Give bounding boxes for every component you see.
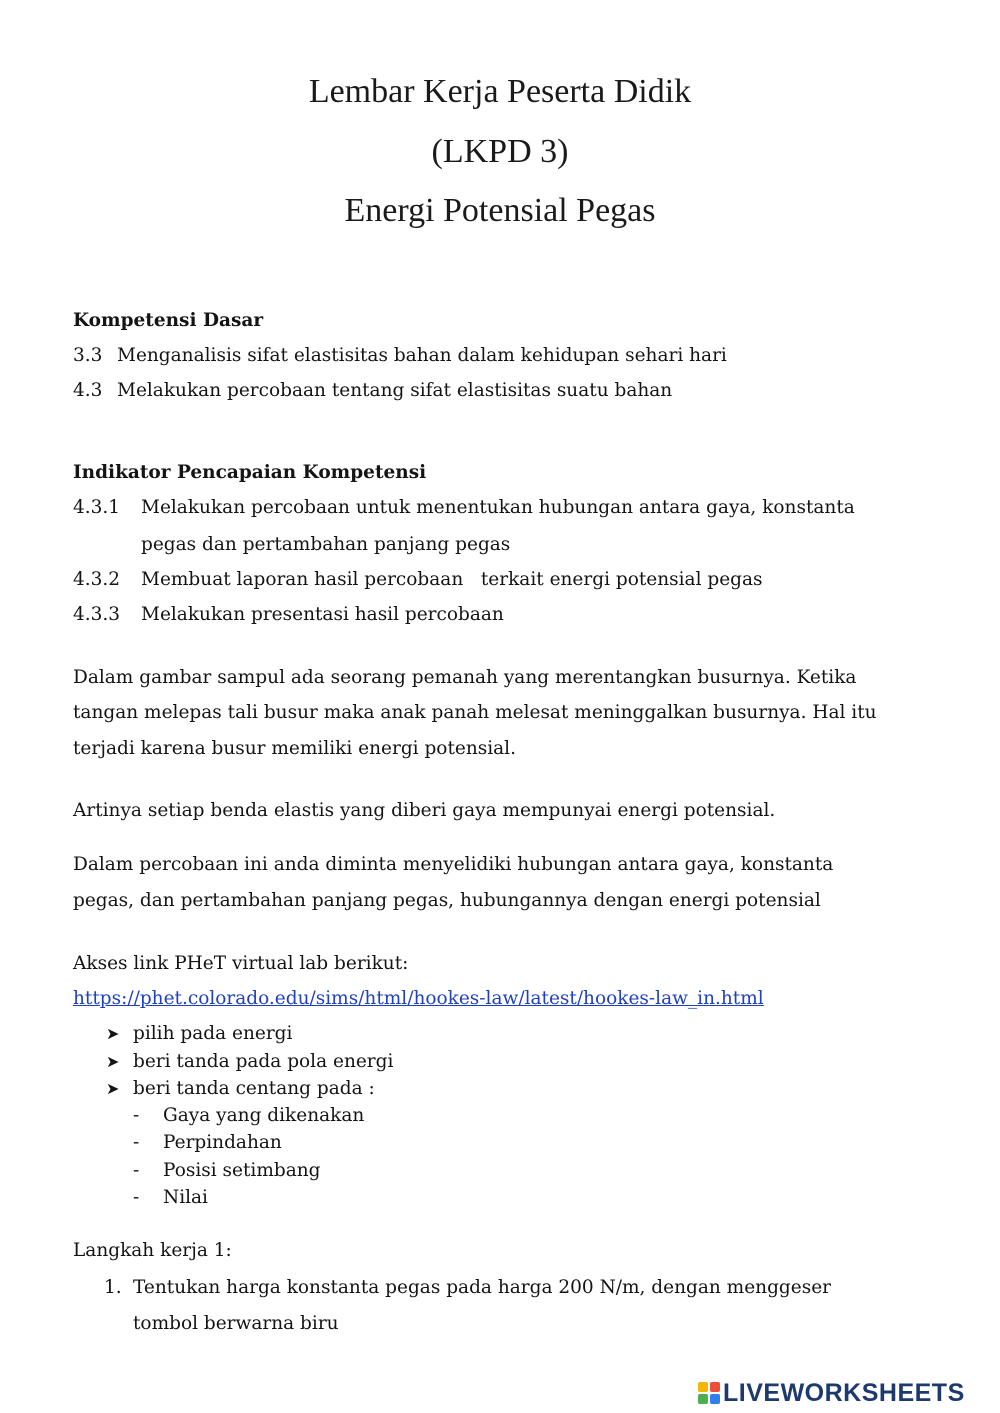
kd-item-text: Menganalisis sifat elastisitas bahan dalam kehidupan sehari hari	[117, 345, 727, 366]
checklist-item	[133, 1104, 364, 1128]
checklist-item-text: Posisi setimbang	[163, 1160, 321, 1181]
logo-text: LIVEWORKSHEETS	[723, 1378, 965, 1407]
indikator-item	[73, 603, 504, 627]
kd-item-number: 3.3	[73, 345, 103, 366]
list-item-text: beri tanda centang pada :	[133, 1078, 375, 1099]
kd-item-text: Melakukan percobaan tentang sifat elastisitas suatu bahan	[117, 380, 673, 401]
indikator-item-number: 4.3.2	[73, 569, 121, 590]
paragraph-line: tangan melepas tali busur maka anak panah melesat meninggalkan busurnya. Hal itu	[73, 702, 877, 723]
checklist-item-text: Gaya yang dikenakan	[163, 1105, 365, 1126]
logo-mark-icon	[698, 1382, 720, 1404]
langkah-heading: Langkah kerja 1:	[73, 1240, 232, 1261]
paragraph-line: pegas, dan pertambahan panjang pegas, hubungannya dengan energi potensial	[73, 890, 821, 911]
step-item	[104, 1276, 831, 1300]
kd-item	[73, 344, 727, 368]
indikator-item-number: 4.3.1	[73, 497, 121, 518]
list-item-text: beri tanda pada pola energi	[133, 1051, 394, 1072]
dash-bullet: -	[133, 1105, 140, 1126]
paragraph-line: Artinya setiap benda elastis yang diberi gaya mempunyai energi potensial.	[73, 800, 776, 821]
kd-item-number: 4.3	[73, 380, 103, 401]
page-subtitle-code: (LKPD 3)	[431, 133, 569, 170]
checklist-item	[133, 1131, 282, 1155]
step-text-continuation: tombol berwarna biru	[133, 1313, 339, 1334]
kompetensi-dasar-heading: Kompetensi Dasar	[73, 310, 264, 331]
list-item	[106, 1022, 292, 1046]
indikator-item-number: 4.3.3	[73, 604, 121, 625]
indikator-heading: Indikator Pencapaian Kompetensi	[73, 462, 427, 483]
indikator-item-text: Melakukan presentasi hasil percobaan	[141, 604, 504, 625]
logo-square	[698, 1382, 708, 1392]
list-item-text: pilih pada energi	[133, 1023, 293, 1044]
logo-square	[698, 1394, 708, 1404]
page-topic: Energi Potensial Pegas	[344, 192, 656, 229]
checklist-item-text: Nilai	[163, 1187, 208, 1208]
checklist-item-text: Perpindahan	[163, 1132, 282, 1153]
dash-bullet: -	[133, 1187, 140, 1208]
dash-bullet: -	[133, 1160, 140, 1181]
kd-item	[73, 379, 672, 403]
indikator-item	[73, 568, 763, 592]
indikator-item-continuation: pegas dan pertambahan panjang pegas	[141, 534, 511, 555]
step-text: Tentukan harga konstanta pegas pada harga 200 N/m, dengan menggeser	[133, 1277, 831, 1298]
list-item	[106, 1050, 393, 1074]
page-title: Lembar Kerja Peserta Didik	[308, 73, 692, 110]
phet-link[interactable]: https://phet.colorado.edu/sims/html/hookes-law/latest/hookes-law_in.html	[73, 988, 764, 1009]
dash-bullet: -	[133, 1132, 140, 1153]
logo-square	[710, 1382, 720, 1392]
checklist-item	[133, 1186, 208, 1210]
indikator-item	[73, 496, 855, 520]
indikator-item-text: Melakukan percobaan untuk menentukan hubungan antara gaya, konstanta	[141, 497, 855, 518]
arrow-bullet-icon: ➤	[106, 1079, 120, 1098]
paragraph-line: Dalam gambar sampul ada seorang pemanah yang merentangkan busurnya. Ketika	[73, 667, 857, 688]
liveworksheets-logo	[698, 1378, 965, 1408]
indikator-item-text: Membuat laporan hasil percobaan terkait energi potensial pegas	[141, 569, 763, 590]
paragraph-line: Dalam percobaan ini anda diminta menyelidiki hubungan antara gaya, konstanta	[73, 854, 834, 875]
list-item	[106, 1077, 375, 1101]
arrow-bullet-icon: ➤	[106, 1052, 120, 1071]
step-number: 1.	[104, 1277, 122, 1298]
paragraph-line: terjadi karena busur memiliki energi potensial.	[73, 738, 516, 759]
checklist-item	[133, 1159, 321, 1183]
logo-square	[710, 1394, 720, 1404]
arrow-bullet-icon: ➤	[106, 1024, 120, 1043]
phet-intro: Akses link PHeT virtual lab berikut:	[73, 953, 409, 974]
